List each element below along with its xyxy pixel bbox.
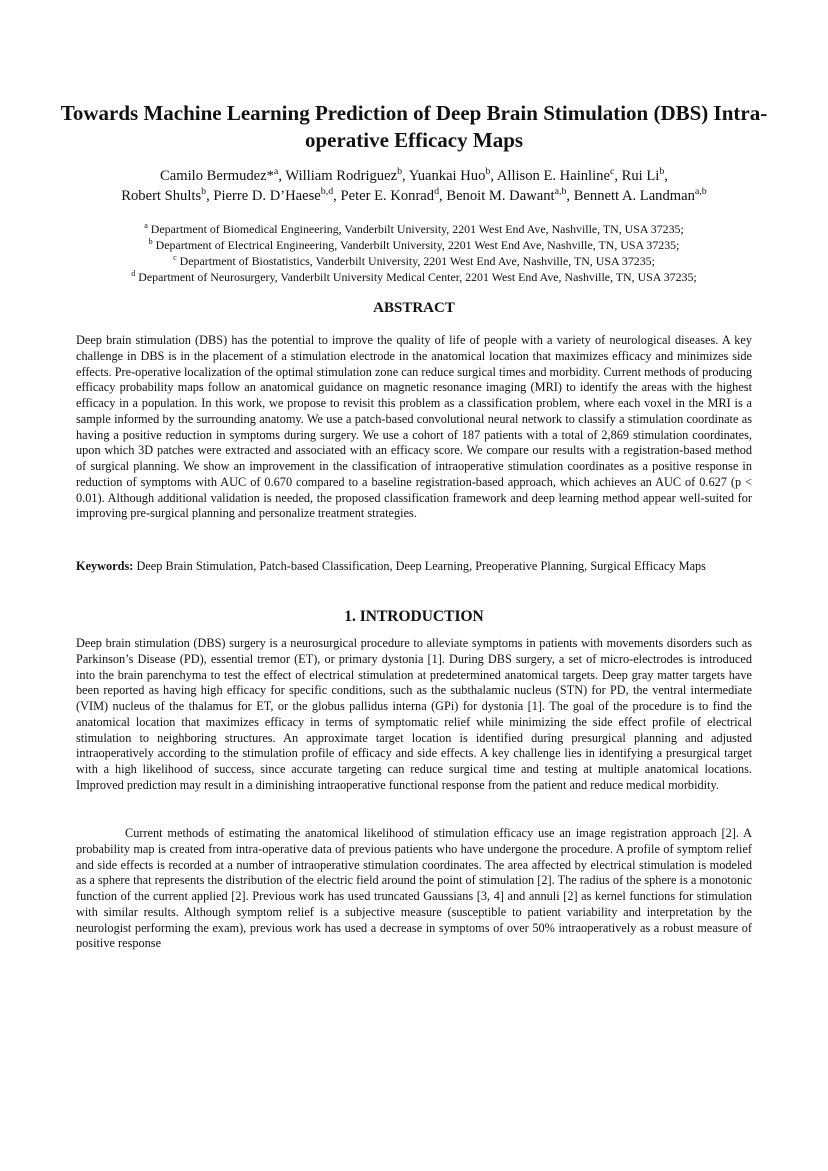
keywords-text: Deep Brain Stimulation, Patch-based Classification, Deep Learning, Preoperative Planning, Surgical Efficacy Maps xyxy=(136,559,706,573)
affiliation: $^b$ Department of Electrical Engineering, Vanderbilt University, 2201 West End Ave, Nashville, TN, USA 37235; xyxy=(148,237,680,252)
section-heading-introduction: 1. INTRODUCTION xyxy=(344,608,484,625)
keywords-label: Keywords: xyxy=(76,559,134,573)
author: Peter E. Konrad$^d$, xyxy=(340,186,447,204)
author: Benoit M. Dawant$^{a,b}$, xyxy=(446,186,574,204)
affiliation-list xyxy=(40,221,788,285)
author: Camilo Bermudez*$^a$, xyxy=(160,166,286,184)
author: Bennett A. Landman$^{a,b}$ xyxy=(573,186,707,204)
intro-paragraph-1: Deep brain stimulation (DBS) surgery is a neurosurgical procedure to alleviate symptoms in patients with movements disorders such as Parkinson’s Disease (PD), essential tremor (ET), or primary dystonia [1]. During DBS surgery, a set of micro-electrodes is introduced into the brain parenchyma to test the effect of electrical stimulation at predetermined anatomical targets. Deep gray matter targets have been reported as having high efficacy for specific conditions, such as the subthalamic nucleus (STN) for PD, the ventral intermediate (VIM) nucleus of the thalamus for ET, or the globus pallidus interna (GPi) for dystonia [1]. The goal of the procedure is to find the anatomical location that maximizes efficacy in terms of symptomatic relief while minimizing the side effect profile of electrical stimulation to neighboring structures. An approximate target location is identified during presurgical planning and adjusted intraoperatively according to the stimulation profile of efficacy and side effects. A key challenge lies in identifying a presurgical target with a high likelihood of success, since accurate targeting can reduce surgical time and testing at multiple anatomical locations. Improved prediction may result in a diminishing intraoperative functional response from the patient and reduce medical morbidity. xyxy=(76,636,752,792)
author: Allison E. Hainline$^c$, xyxy=(496,166,622,184)
abstract-heading: ABSTRACT xyxy=(373,300,455,316)
intro-paragraph-2: Current methods of estimating the anatomical likelihood of stimulation efficacy use an image registration approach [2]. A probability map is created from intra-operative data of previous patients who have undergone the procedure. A profile of symptom relief and side effects is recorded at a number of intraoperative stimulation coordinates. The area affected by electrical stimulation is modeled as a sphere that represents the distribution of the electric field around the point of stimulation [2]. The radius of the sphere is a monotonic function of the current applied [2]. Previous work has used truncated Gaussians [3, 4] and annuli [2] as kernel functions for stimulation with similar results. Although symptom relief is a subjective measure (susceptible to patient variability and interpretation by the neurologist performing the exam), previous work has used a decrease in symptoms of over 50% intraoperatively as a robust measure of positive response xyxy=(76,826,752,951)
paper-title: Towards Machine Learning Prediction of Deep Brain Stimulation (DBS) Intra-operative Efficacy Maps xyxy=(60,101,768,152)
abstract-text: Deep brain stimulation (DBS) has the potential to improve the quality of life of people with a variety of neurological diseases. A key challenge in DBS is in the placement of a stimulation electrode in the anatomical location that maximizes efficacy and minimizes side effects. Pre-operative localization of the optimal stimulation zone can reduce surgical times and morbidity. Current methods of producing efficacy probability maps follow an anatomical guidance on magnetic resonance imaging (MRI) to identify the areas with the highest efficacy in a population. In this work, we propose to revisit this problem as a classification problem, where each voxel in the MRI is a sample informed by the surrounding anatomy. We use a patch-based convolutional neural network to classify a stimulation coordinate as having a positive reduction in symptoms during surgery. We use a cohort of 187 patients with a total of 2,869 stimulation coordinates, upon which 3D patches were extracted and associated with an efficacy score. We compare our results with a registration-based method of surgical planning. We show an improvement in the classification of intraoperative stimulation coordinates as a positive response in reduction of symptoms with AUC of 0.670 compared to a baseline registration-based approach, which achieves an AUC of 0.627 (p < 0.01). Although additional validation is needed, the proposed classification framework and deep learning method appear well-suited for improving pre-surgical planning and personalize treatment strategies. xyxy=(76,333,752,521)
affiliation: $^c$ Department of Biostatistics, Vanderbilt University, 2201 West End Ave, Nashville, TN, USA 37235; xyxy=(173,253,655,268)
affiliation: $^d$ Department of Neurosurgery, Vanderbilt University Medical Center, 2201 West End Ave, Nashville, TN, USA 37235; xyxy=(131,269,697,284)
author: William Rodriguez$^b$, xyxy=(285,166,409,184)
author: Pierre D. D’Haese$^{b,d}$, xyxy=(213,186,341,204)
author: Yuankai Huo$^b$, xyxy=(408,166,497,184)
author: Rui Li$^b$, xyxy=(621,166,668,184)
keywords-line xyxy=(76,559,752,575)
author: Robert Shults$^b$, xyxy=(121,186,214,204)
author-list xyxy=(40,166,788,206)
affiliation: $^a$ Department of Biomedical Engineering, Vanderbilt University, 2201 West End Ave, Nashville, TN, USA 37235; xyxy=(144,221,684,236)
